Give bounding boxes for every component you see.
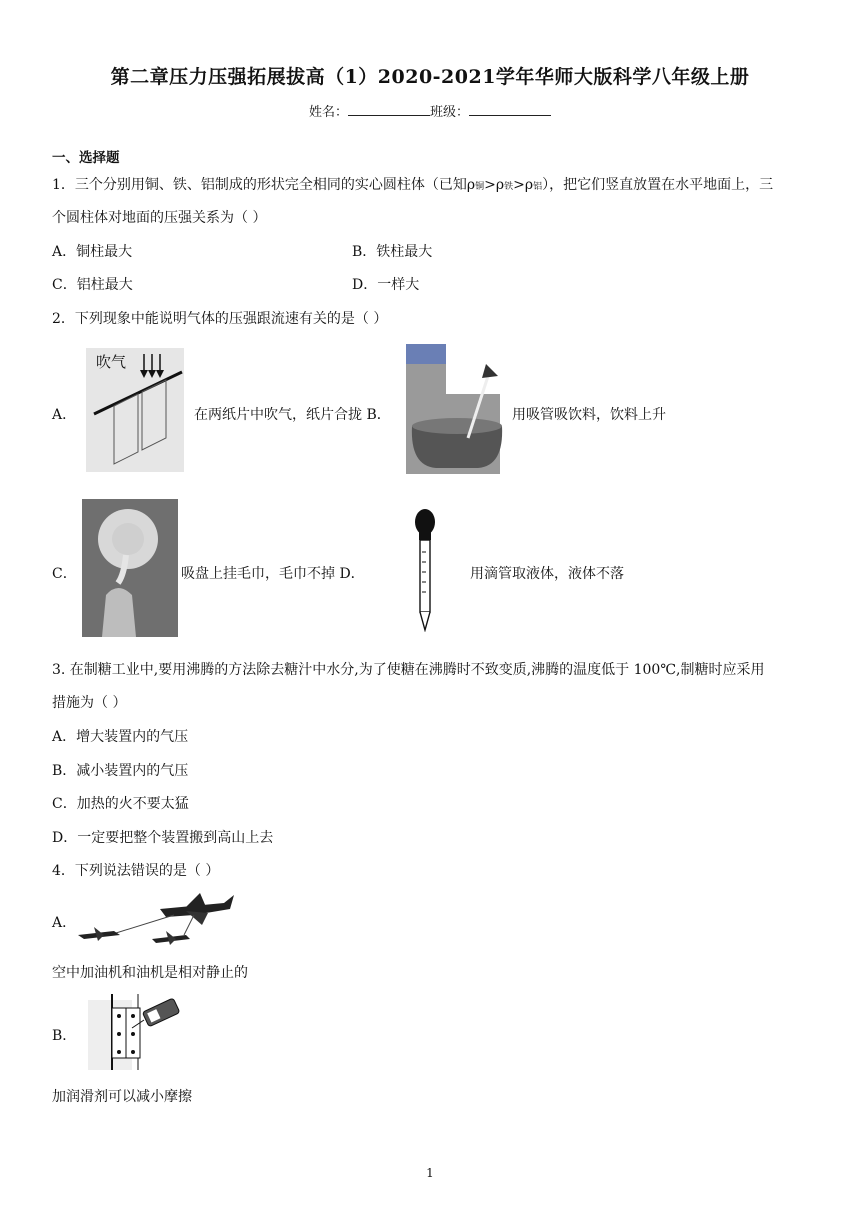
dropper-image (408, 506, 444, 632)
q1-option-a[interactable]: A．铜柱最大 (52, 244, 133, 260)
class-label: 班级： (430, 105, 470, 120)
q3-option-d[interactable]: D．一定要把整个装置搬到高山上去 (52, 830, 274, 846)
q4-option-b-text[interactable]: 加润滑剂可以减小摩擦 (52, 1089, 192, 1105)
q1-stem-line1 (52, 174, 773, 194)
q2-option-b-text[interactable]: 用吸管吸饮料，饮料上升 (512, 407, 666, 423)
class-blank[interactable] (469, 103, 551, 116)
dropper-drawing (408, 506, 444, 632)
q1-sub-al: 铝 (533, 182, 543, 192)
q3-option-c[interactable]: C．加热的火不要太猛 (52, 796, 189, 812)
q1-sub-fe: 铁 (504, 182, 514, 192)
name-label: 姓名： (308, 105, 348, 120)
q2-stem: 2．下列现象中能说明气体的压强跟流速有关的是（ ） (52, 311, 388, 327)
q3-stem-line1: 3. 在制糖工业中,要用沸腾的方法除去糖汁中水分,为了使糖在沸腾时不致变质,沸腾的温度低于 100℃,制糖时应采用 (52, 662, 765, 678)
hinge-drawing (84, 994, 182, 1070)
cup-straw-drawing (406, 344, 510, 474)
hinge-lubricant-image (84, 994, 182, 1070)
q1-sub-cu: 铜 (475, 182, 485, 192)
q3-option-b[interactable]: B．减小装置内的气压 (52, 763, 189, 779)
straw-drink-image (406, 344, 510, 474)
page-number: 1 (426, 1166, 434, 1180)
q1-text-b: ），把它们竖直放置在水平地面上，三 (542, 177, 774, 193)
page-title: 第二章压力压强拓展拔高（1）2020-2021学年华师大版科学八年级上册 (110, 66, 750, 88)
q2-option-d-text[interactable]: 用滴管取液体，液体不落 (470, 566, 624, 582)
q1-gt2: >ρ (513, 177, 534, 193)
q4-option-b-label[interactable]: B． (52, 1028, 77, 1044)
name-blank[interactable] (348, 103, 430, 116)
q3-option-a[interactable]: A．增大装置内的气压 (52, 729, 189, 745)
q2-option-a-text[interactable]: 在两纸片中吹气，纸片合拢 B． (194, 407, 391, 423)
q1-text-a: 1．三个分别用铜、铁、铝制成的形状完全相同的实心圆柱体（已知ρ (52, 177, 476, 193)
q1-option-c[interactable]: C．铝柱最大 (52, 277, 133, 293)
q2-option-a-label[interactable]: A． (52, 407, 77, 423)
refueling-drawing (74, 889, 236, 947)
suction-cup-towel-image (82, 499, 178, 637)
paper-blowing-image (86, 348, 184, 472)
q4-stem: 4．下列说法错误的是（ ） (52, 863, 220, 879)
q1-option-b[interactable]: B．铁柱最大 (352, 244, 433, 260)
section-heading: 一、选择题 (52, 150, 120, 166)
q2-option-c-label[interactable]: C． (52, 566, 77, 582)
q1-stem-line2: 个圆柱体对地面的压强关系为（ ） (52, 210, 267, 226)
q4-option-a-label[interactable]: A． (52, 915, 77, 931)
q3-stem-line2: 措施为（ ） (52, 695, 127, 711)
q2-option-c-text[interactable]: 吸盘上挂毛巾，毛巾不掉 D． (181, 566, 365, 582)
name-class-line (0, 101, 860, 120)
paper-sheets-drawing (86, 348, 184, 472)
q4-option-a-text[interactable]: 空中加油机和油机是相对静止的 (52, 965, 248, 981)
q1-gt1: >ρ (484, 177, 505, 193)
suction-cup-drawing (82, 499, 178, 637)
blow-label: 吹气 (96, 353, 127, 371)
aerial-refueling-image (74, 889, 236, 947)
q1-option-d[interactable]: D．一样大 (352, 277, 420, 293)
